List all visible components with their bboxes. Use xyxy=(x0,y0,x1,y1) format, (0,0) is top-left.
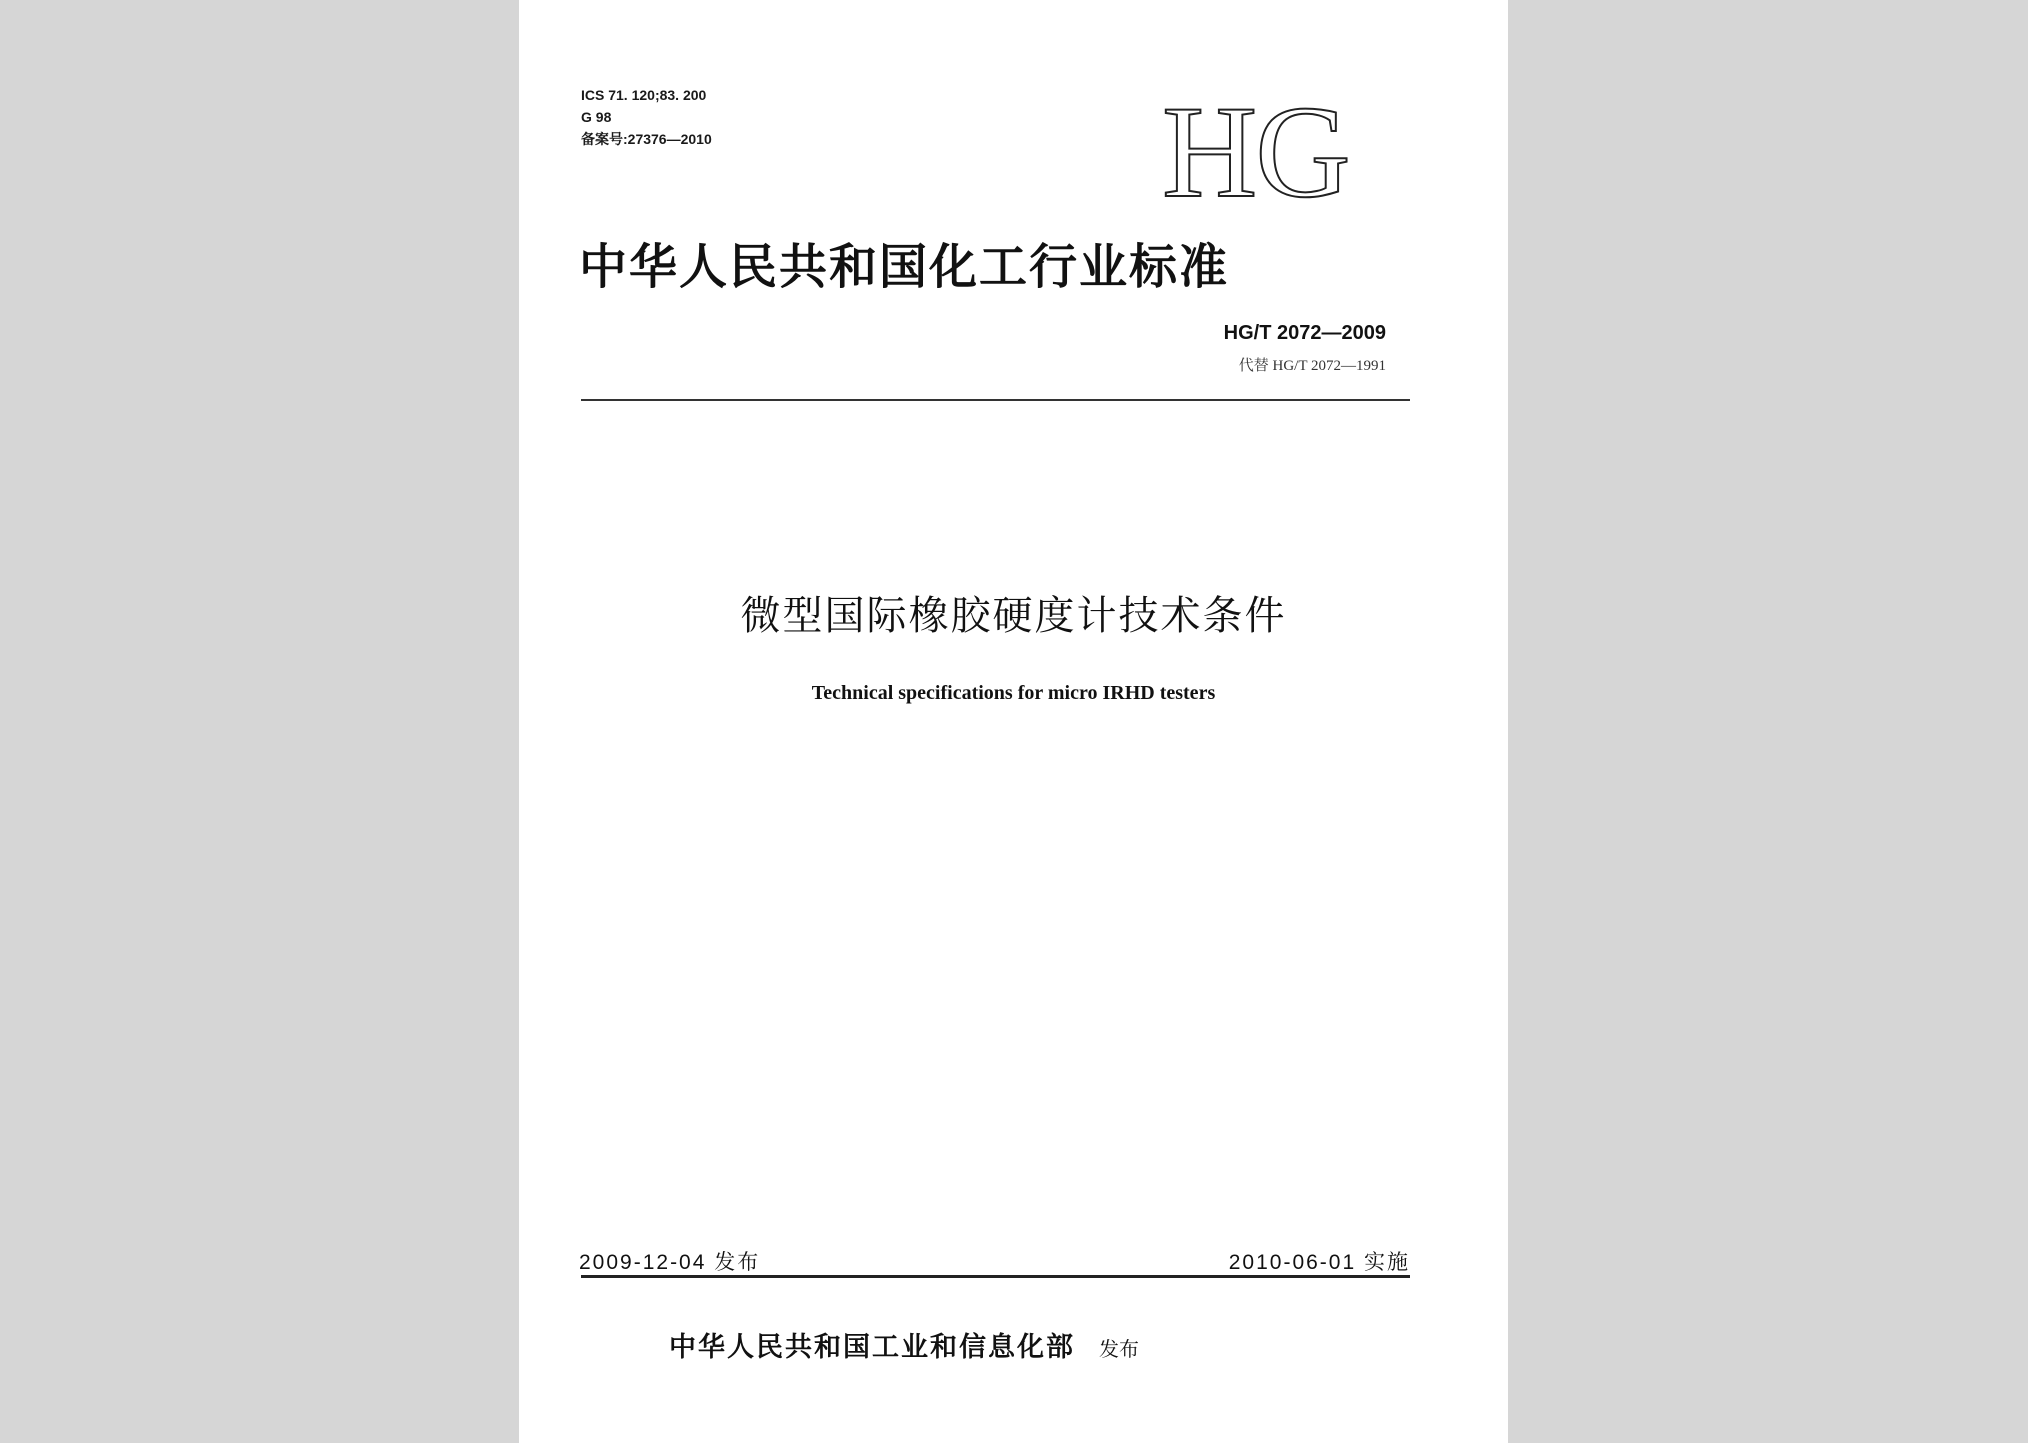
ics-code: ICS 71. 120;83. 200 xyxy=(581,87,707,103)
standard-code: HG/T 2072—2009 xyxy=(1223,322,1386,344)
bottom-divider xyxy=(581,1275,1410,1278)
replaces-code: 代替 HG/T 2072—1991 xyxy=(1238,358,1386,374)
effective-date: 2010-06-01 实施 xyxy=(1228,1251,1410,1274)
issue-date: 2009-12-04 发布 xyxy=(579,1251,761,1274)
document-title-english: Technical specifications for micro IRHD testers xyxy=(811,682,1216,704)
document-page xyxy=(519,0,1508,1443)
publisher-name: 中华人民共和国工业和信息化部 xyxy=(669,1332,1075,1363)
document-title-chinese: 微型国际橡胶硬度计技术条件 xyxy=(740,593,1287,639)
record-number: 备案号:27376—2010 xyxy=(581,131,712,147)
top-divider xyxy=(581,399,1410,401)
publisher-suffix: 发布 xyxy=(1099,1337,1139,1361)
classification-code: G 98 xyxy=(581,109,612,125)
standard-title: 中华人民共和国化工行业标准 xyxy=(579,239,1230,295)
publisher-line xyxy=(669,1325,1139,1364)
header-metadata xyxy=(581,84,712,150)
hg-logo: HG xyxy=(1162,78,1349,225)
